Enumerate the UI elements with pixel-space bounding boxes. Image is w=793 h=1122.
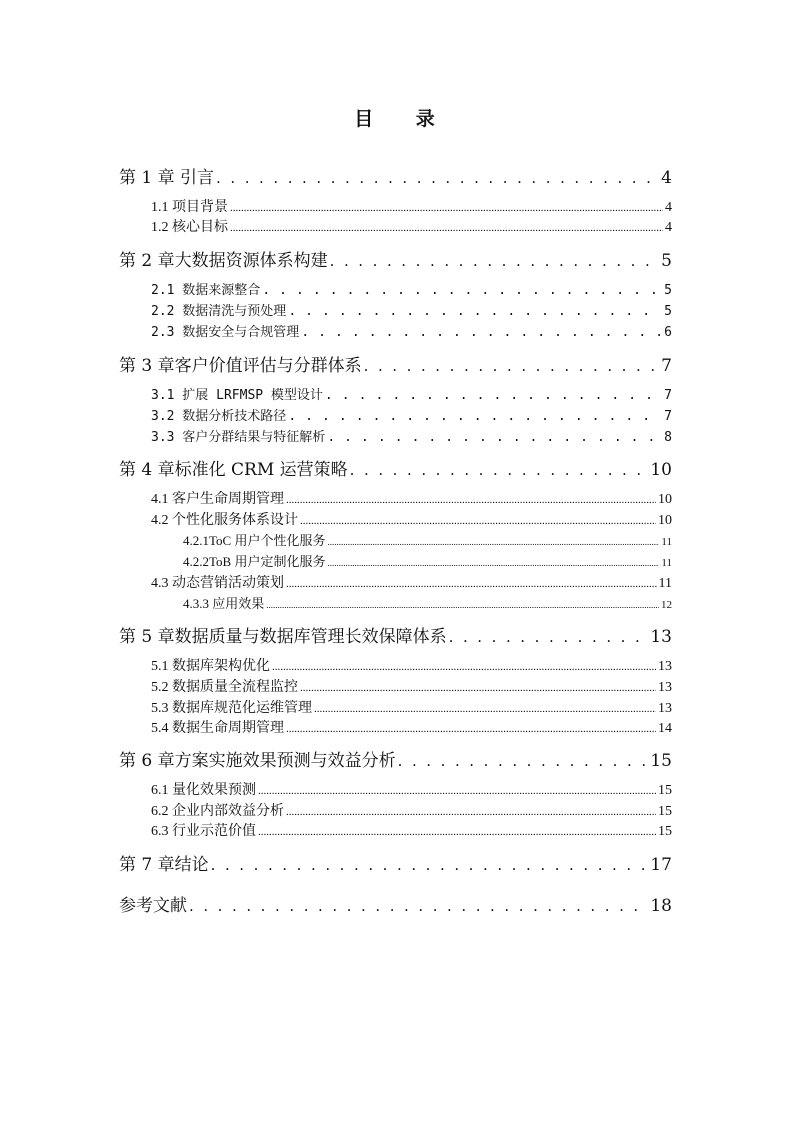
toc-entry-label: 4.2.1ToC 用户个性化服务 — [183, 533, 326, 548]
toc-entry-label: 3.2 数据分析技术路径 — [151, 409, 287, 424]
toc-entry-page-number: 12 — [661, 599, 672, 611]
toc-entry-page-number: 5 — [661, 251, 672, 271]
toc-entry-label: 第 6 章方案实施效果预测与效益分析 — [119, 751, 396, 771]
toc-entry-page-number: 6 — [664, 325, 672, 340]
toc-entry-page-number: 13 — [650, 627, 672, 647]
toc-entry-label: 1.1 项目背景 — [151, 200, 228, 215]
toc-entry-page-number: 4 — [665, 200, 672, 215]
dot-leader — [286, 806, 656, 818]
dot-leader — [272, 661, 656, 673]
dot-leader — [216, 169, 659, 187]
toc-entry-level-2[interactable] — [151, 676, 672, 696]
toc-entry-level-2[interactable] — [151, 196, 672, 216]
toc-entry-label: 第 5 章数据质量与数据库管理长效保障体系 — [119, 627, 447, 647]
page-title: 目 录 — [354, 108, 453, 130]
toc-entry-label: 1.2 核心目标 — [151, 220, 228, 235]
dot-leader — [286, 723, 656, 735]
toc-entry-page-number: 4 — [665, 220, 672, 235]
toc-entry-page-number: 11 — [661, 536, 672, 548]
toc-entry-page-number: 11 — [661, 557, 672, 569]
toc-entry-page-number: 10 — [658, 513, 672, 528]
toc-entry-page-number: 7 — [664, 388, 672, 403]
toc-entry-page-number: 5 — [664, 304, 672, 319]
dot-leader — [266, 600, 659, 610]
toc-entry-label: 6.2 企业内部效益分析 — [151, 804, 284, 819]
toc-entry-label: 2.2 数据清洗与预处理 — [151, 304, 287, 319]
toc-entry-label: 4.3.3 应用效果 — [183, 596, 265, 611]
toc-entry-label: 5.3 数据库规范化运维管理 — [151, 701, 312, 716]
toc-entry-level-2[interactable] — [151, 800, 672, 820]
toc-entry-level-2[interactable] — [151, 300, 672, 319]
toc-entry-page-number: 13 — [658, 701, 672, 716]
toc-entry-level-2[interactable] — [151, 279, 672, 298]
toc-entry-label: 第 4 章标准化 CRM 运营策略 — [119, 460, 348, 480]
dot-leader — [288, 409, 662, 424]
toc-entry-label: 4.3 动态营销活动策划 — [151, 576, 284, 591]
toc-entry-level-2[interactable] — [151, 655, 672, 675]
toc-entry-page-number: 18 — [650, 896, 672, 916]
dot-leader — [449, 628, 649, 646]
dot-leader — [258, 785, 656, 797]
toc-entry-level-2[interactable] — [151, 572, 672, 592]
dot-leader — [350, 461, 649, 479]
toc-entry-level-1[interactable] — [119, 246, 672, 271]
dot-leader — [288, 304, 662, 319]
toc-entry-level-2[interactable] — [151, 405, 672, 424]
toc-entry-page-number: 15 — [658, 824, 672, 839]
dot-leader — [286, 494, 656, 506]
toc-entry-label: 6.3 行业示范价值 — [151, 824, 256, 839]
toc-entry-level-3[interactable] — [183, 551, 672, 570]
toc-entry-level-2[interactable] — [151, 384, 672, 403]
toc-entry-level-2[interactable] — [151, 717, 672, 737]
toc-entry-label: 5.2 数据质量全流程监控 — [151, 680, 298, 695]
dot-leader — [258, 826, 656, 838]
toc-entry-label: 4.2 个性化服务体系设计 — [151, 513, 298, 528]
toc-entry-page-number: 7 — [661, 356, 672, 376]
toc-entry-level-3[interactable] — [183, 530, 672, 549]
dot-leader — [327, 430, 662, 445]
dot-leader — [398, 752, 649, 770]
toc-entry-level-1[interactable] — [119, 622, 672, 647]
toc-entry-level-2[interactable] — [151, 697, 672, 717]
toc-entry-level-2[interactable] — [151, 488, 672, 508]
toc-entry-label: 5.1 数据库架构优化 — [151, 659, 270, 674]
toc-entry-page-number: 7 — [664, 409, 672, 424]
toc-entry-page-number: 17 — [650, 855, 672, 875]
toc-entry-page-number: 15 — [658, 783, 672, 798]
dot-leader — [364, 357, 660, 375]
toc-entry-level-2[interactable] — [151, 820, 672, 840]
dot-leader — [301, 325, 662, 340]
toc-entry-label: 2.3 数据安全与合规管理 — [151, 325, 300, 340]
dot-leader — [230, 202, 663, 214]
toc-entry-level-1[interactable] — [119, 891, 672, 916]
toc-entry-page-number: 13 — [658, 659, 672, 674]
dot-leader — [189, 897, 648, 915]
toc-entry-page-number: 4 — [661, 168, 672, 188]
toc-entry-level-3[interactable] — [183, 593, 672, 612]
dot-leader — [330, 252, 660, 270]
dot-leader — [327, 558, 659, 568]
toc-entry-page-number: 8 — [664, 430, 672, 445]
toc-entry-label: 第 7 章结论 — [119, 855, 209, 875]
toc-entry-label: 4.1 客户生命周期管理 — [151, 492, 284, 507]
toc-entry-level-1[interactable] — [119, 746, 672, 771]
toc-entry-label: 参考文献 — [119, 896, 187, 916]
dot-leader — [300, 682, 656, 694]
toc-entry-level-1[interactable] — [119, 163, 672, 188]
toc-entry-page-number: 10 — [658, 492, 672, 507]
toc-entry-level-2[interactable] — [151, 509, 672, 529]
toc-entry-level-1[interactable] — [119, 850, 672, 875]
toc-entry-level-1[interactable] — [119, 455, 672, 480]
toc-entry-level-2[interactable] — [151, 426, 672, 445]
toc-entry-label: 4.2.2ToB 用户定制化服务 — [183, 554, 326, 569]
toc-entry-label: 第 1 章 引言 — [119, 168, 215, 188]
toc-entry-page-number: 5 — [664, 283, 672, 298]
toc-entry-label: 6.1 量化效果预测 — [151, 783, 256, 798]
dot-leader — [262, 283, 662, 298]
dot-leader — [325, 388, 662, 403]
dot-leader — [314, 703, 656, 715]
toc-entry-level-1[interactable] — [119, 351, 672, 376]
toc-entry-level-2[interactable] — [151, 216, 672, 236]
toc-entry-page-number: 11 — [658, 576, 672, 591]
toc-entry-level-2[interactable] — [151, 779, 672, 799]
toc-entry-page-number: 15 — [650, 751, 672, 771]
dot-leader — [327, 537, 659, 547]
dot-leader — [286, 578, 657, 590]
toc-entry-label: 5.4 数据生命周期管理 — [151, 721, 284, 736]
toc-entry-label: 3.3 客户分群结果与特征解析 — [151, 430, 326, 445]
toc-entry-label: 3.1 扩展 LRFMSP 模型设计 — [151, 388, 323, 403]
toc-entry-level-2[interactable] — [151, 321, 672, 340]
toc-entry-label: 第 3 章客户价值评估与分群体系 — [119, 356, 362, 376]
toc-entry-page-number: 15 — [658, 804, 672, 819]
toc-entry-page-number: 13 — [658, 680, 672, 695]
toc-entry-page-number: 10 — [650, 460, 672, 480]
dot-leader — [300, 515, 656, 527]
toc-entry-label: 2.1 数据来源整合 — [151, 283, 261, 298]
dot-leader — [211, 856, 649, 874]
toc-entry-label: 第 2 章大数据资源体系构建 — [119, 251, 328, 271]
dot-leader — [230, 222, 663, 234]
toc-entry-page-number: 14 — [658, 721, 672, 736]
